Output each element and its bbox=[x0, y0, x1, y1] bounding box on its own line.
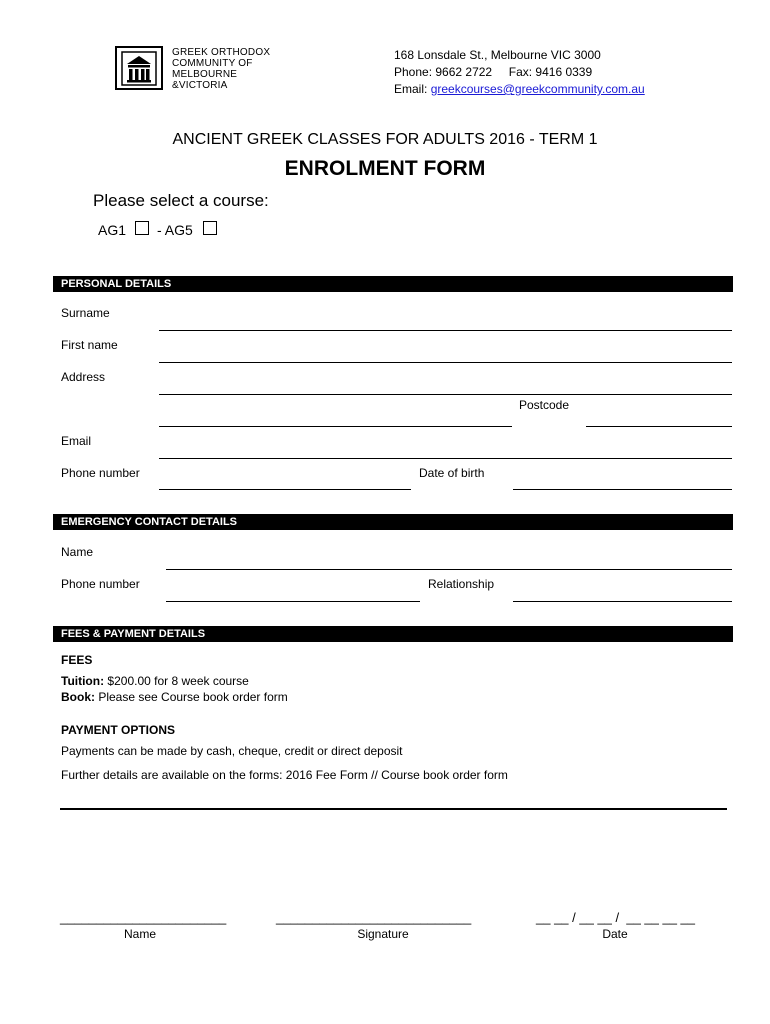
tuition-text: $200.00 for 8 week course bbox=[104, 674, 249, 688]
logo-text-line-3: MELBOURNE bbox=[172, 69, 238, 80]
first-name-field[interactable] bbox=[159, 362, 732, 363]
surname-field[interactable] bbox=[159, 330, 732, 331]
tuition-label: Tuition: bbox=[61, 674, 105, 688]
book-text: Please see Course book order form bbox=[95, 690, 288, 704]
address-field-line-1[interactable] bbox=[159, 394, 732, 395]
date-of-birth-label: Date of birth bbox=[419, 466, 485, 480]
email-label: Email: bbox=[394, 82, 431, 96]
book-label: Book: bbox=[61, 690, 95, 704]
emergency-contact-heading: EMERGENCY CONTACT DETAILS bbox=[53, 514, 733, 530]
fees-title: FEES bbox=[61, 653, 93, 667]
emergency-phone-field[interactable] bbox=[166, 601, 420, 602]
emergency-phone-label: Phone number bbox=[61, 577, 140, 591]
address-label: Address bbox=[61, 370, 106, 384]
fees-payment-heading: FEES & PAYMENT DETAILS bbox=[53, 626, 733, 642]
logo-text-line-2: COMMUNITY OF bbox=[172, 58, 253, 69]
name-caption: Name bbox=[123, 927, 156, 941]
course-ag5-label: - AG5 bbox=[157, 222, 193, 238]
logo-text-line-4: &VICTORIA bbox=[172, 80, 228, 91]
phone-number-label: Phone number bbox=[61, 466, 140, 480]
contact-email-line bbox=[394, 82, 645, 96]
email-field[interactable] bbox=[159, 458, 732, 459]
email-link[interactable]: greekcourses@greekcommunity.com.au bbox=[430, 82, 645, 96]
form-subtitle: ANCIENT GREEK CLASSES FOR ADULTS 2016 - TERM 1 bbox=[172, 131, 598, 148]
postcode-field[interactable] bbox=[586, 426, 732, 427]
emergency-name-field[interactable] bbox=[166, 569, 732, 570]
course-ag1-checkbox[interactable] bbox=[135, 221, 149, 235]
relationship-field[interactable] bbox=[513, 601, 732, 602]
signature-blank[interactable]: ___________________________ bbox=[276, 910, 472, 925]
date-of-birth-field[interactable] bbox=[513, 489, 732, 490]
tuition-line bbox=[61, 674, 249, 688]
book-line bbox=[61, 690, 288, 704]
date-blank[interactable]: __ __ / __ __ / __ __ __ __ bbox=[536, 910, 696, 925]
contact-address: 168 Lonsdale St., Melbourne VIC 3000 bbox=[394, 48, 601, 62]
section-divider bbox=[60, 808, 727, 810]
surname-label: Surname bbox=[61, 306, 110, 320]
contact-phone-fax: Phone: 9662 2722 Fax: 9416 0339 bbox=[394, 65, 593, 79]
postcode-label: Postcode bbox=[519, 398, 570, 412]
logo-text-line-1: GREEK ORTHODOX bbox=[172, 47, 271, 58]
course-select-prompt: Please select a course: bbox=[93, 191, 269, 210]
relationship-label: Relationship bbox=[428, 577, 495, 591]
community-logo-icon bbox=[115, 46, 163, 90]
first-name-label: First name bbox=[61, 338, 118, 352]
signature-caption: Signature bbox=[357, 927, 409, 941]
payment-methods-text: Payments can be made by cash, cheque, credit or direct deposit bbox=[61, 744, 403, 758]
address-field-line-2[interactable] bbox=[159, 426, 512, 427]
personal-details-heading: PERSONAL DETAILS bbox=[53, 276, 733, 292]
form-title: ENROLMENT FORM bbox=[284, 157, 486, 180]
date-caption: Date bbox=[602, 927, 628, 941]
payment-options-title: PAYMENT OPTIONS bbox=[61, 723, 176, 737]
course-ag5-checkbox[interactable] bbox=[203, 221, 217, 235]
course-ag1-label: AG1 bbox=[98, 222, 127, 238]
phone-number-field[interactable] bbox=[159, 489, 411, 490]
name-signature-blank[interactable]: _______________________ bbox=[60, 910, 227, 925]
email-field-label: Email bbox=[61, 434, 92, 448]
further-details-text: Further details are available on the forms: 2016 Fee Form // Course book order form bbox=[61, 768, 508, 782]
emergency-name-label: Name bbox=[61, 545, 94, 559]
